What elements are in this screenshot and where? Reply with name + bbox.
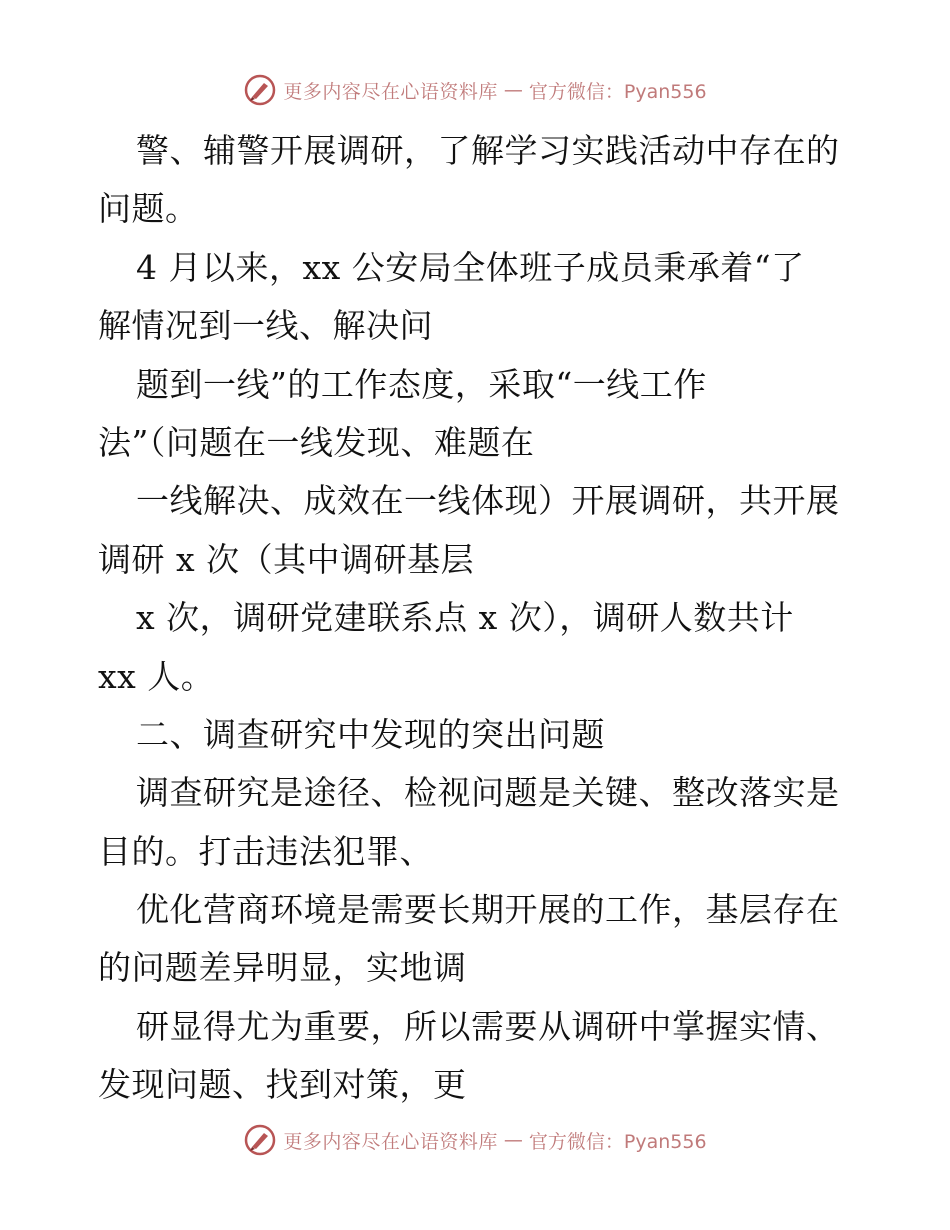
text-line: 警、辅警开展调研，了解学习实践活动中存在的 [136, 131, 840, 170]
text-line: x 次，调研党建联系点 x 次），调研人数共计 [136, 598, 794, 638]
pen-circle-logo-icon [243, 1123, 277, 1157]
watermark-separator: — [503, 79, 523, 101]
watermark-wechat: 官方微信：Pyan556 [528, 80, 707, 103]
text-line: 调查研究是途径、检视问题是关键、整改落实是 [136, 773, 840, 813]
watermark-wechat: 官方微信：Pyan556 [528, 1130, 707, 1153]
text-line: 法”（问题在一线发现、难题在 [98, 422, 535, 462]
watermark-text: 更多内容尽在心语资料库 [283, 80, 498, 103]
text-line: 调研 x 次（其中调研基层 [98, 539, 475, 579]
text-line: 的问题差异明显，实地调 [98, 948, 467, 988]
text-line: 一线解决、成效在一线体现）开展调研，共开展 [136, 481, 840, 521]
text-line: 目的。打击违法犯罪、 [98, 831, 433, 871]
text-line: 优化营商环境是需要长期开展的工作，基层存在 [136, 890, 840, 930]
text-line: 问题。 [98, 189, 199, 229]
text-line: 解情况到一线、解决问 [98, 306, 433, 346]
watermark-separator: — [503, 1129, 523, 1151]
text-line: 发现问题、找到对策，更 [98, 1065, 467, 1105]
text-line: 题到一线”的工作态度，采取“一线工作 [136, 364, 707, 404]
section-heading: 二、调查研究中发现的突出问题 [136, 714, 605, 754]
text-line: xx 人。 [98, 656, 215, 696]
pen-circle-logo-icon [243, 73, 277, 107]
text-line: 4 月以来，xx 公安局全体班子成员秉承着“了 [136, 247, 805, 287]
footer-watermark [0, 1120, 950, 1160]
document-body [98, 122, 858, 1115]
watermark-text: 更多内容尽在心语资料库 [283, 1130, 498, 1153]
header-watermark [0, 70, 950, 110]
text-line: 研显得尤为重要，所以需要从调研中掌握实情、 [136, 1006, 840, 1046]
